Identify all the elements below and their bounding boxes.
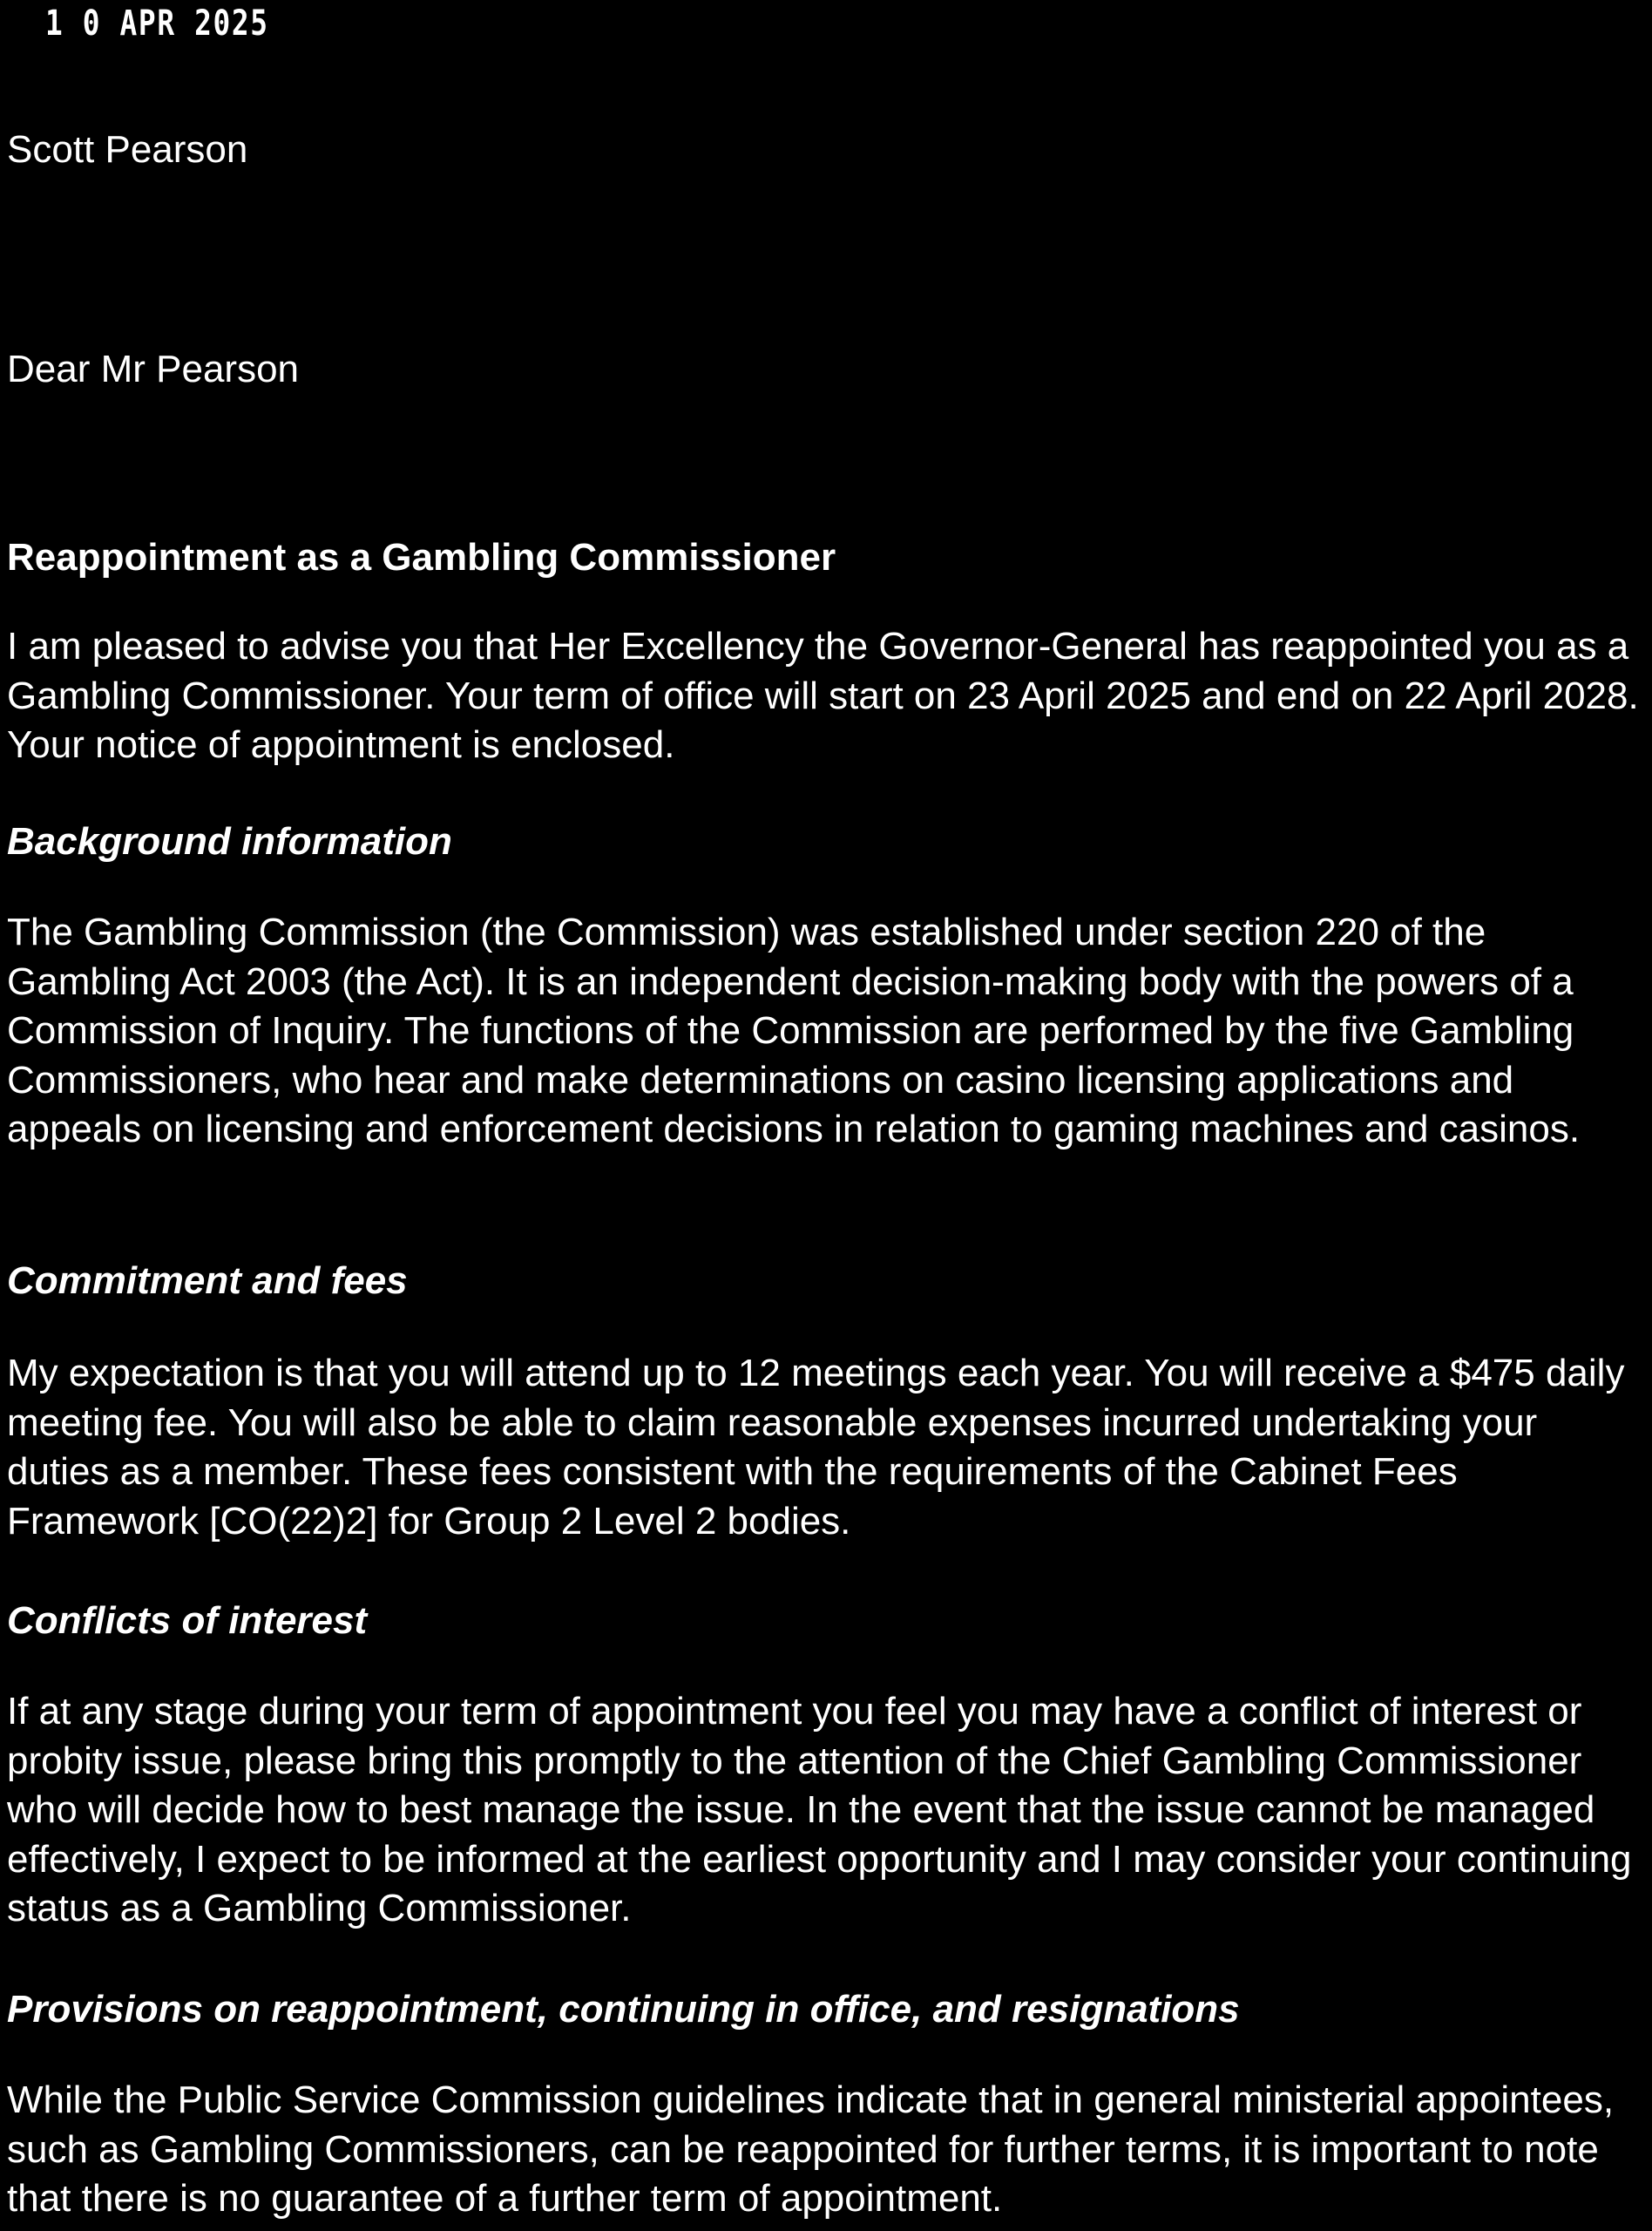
section-body-conflicts: If at any stage during your term of appointment you feel you may have a conflict of interest or probity issue, please bring this promptly to the attention of the Chief Gambling Commissioner who will decide how to best manage the issue. In the event that the issue cannot be managed effectively, I expect to be informed at the earliest opportunity and I may consider your continuing status as a Gambling Commissioner. (7, 1690, 1632, 1929)
letter-subject: Reappointment as a Gambling Commissioner (7, 536, 836, 579)
section-heading-commitment: Commitment and fees (7, 1259, 408, 1302)
section-body-provisions: While the Public Service Commission guidelines indicate that in general ministerial appointees, such as Gambling Commissioners, can be reappointed for further terms, it is important to note that there is no guarantee of a further term of appointment. (7, 2078, 1615, 2220)
salutation: Dear Mr Pearson (7, 348, 300, 390)
section-body-background: The Gambling Commission (the Commission) was established under section 220 of the Gambling Act 2003 (the Act). It is an independent decision-making body with the powers of a Commission of Inquiry. The functions of the Commission are performed by the five Gambling Commissioners, who hear and make determinations on casino licensing applications and appeals on licensing and enforcement decisions in relation to gaming machines and casinos. (7, 911, 1581, 1150)
section-heading-background: Background information (7, 820, 452, 863)
intro-paragraph: I am pleased to advise you that Her Excellency the Governor-General has reappointed you as a Gambling Commissioner. Your term of office will start on 23 April 2025 and end on 22 April 2028. Your notice of appointment is enclosed. (7, 625, 1639, 766)
date-stamp: 1 0 APR 2025 (45, 3, 269, 44)
section-heading-conflicts: Conflicts of interest (7, 1599, 368, 1642)
section-body-commitment: My expectation is that you will attend up to 12 meetings each year. You will receive a $475 daily meeting fee. You will also be able to claim reasonable expenses incurred undertaking your duties as a member. These fees consistent with the requirements of the Cabinet Fees Framework [CO(22)2] for Group 2 Level 2 bodies. (7, 1352, 1625, 1543)
recipient-name: Scott Pearson (7, 128, 248, 171)
section-heading-provisions: Provisions on reappointment, continuing in office, and resignations (7, 1988, 1240, 2031)
